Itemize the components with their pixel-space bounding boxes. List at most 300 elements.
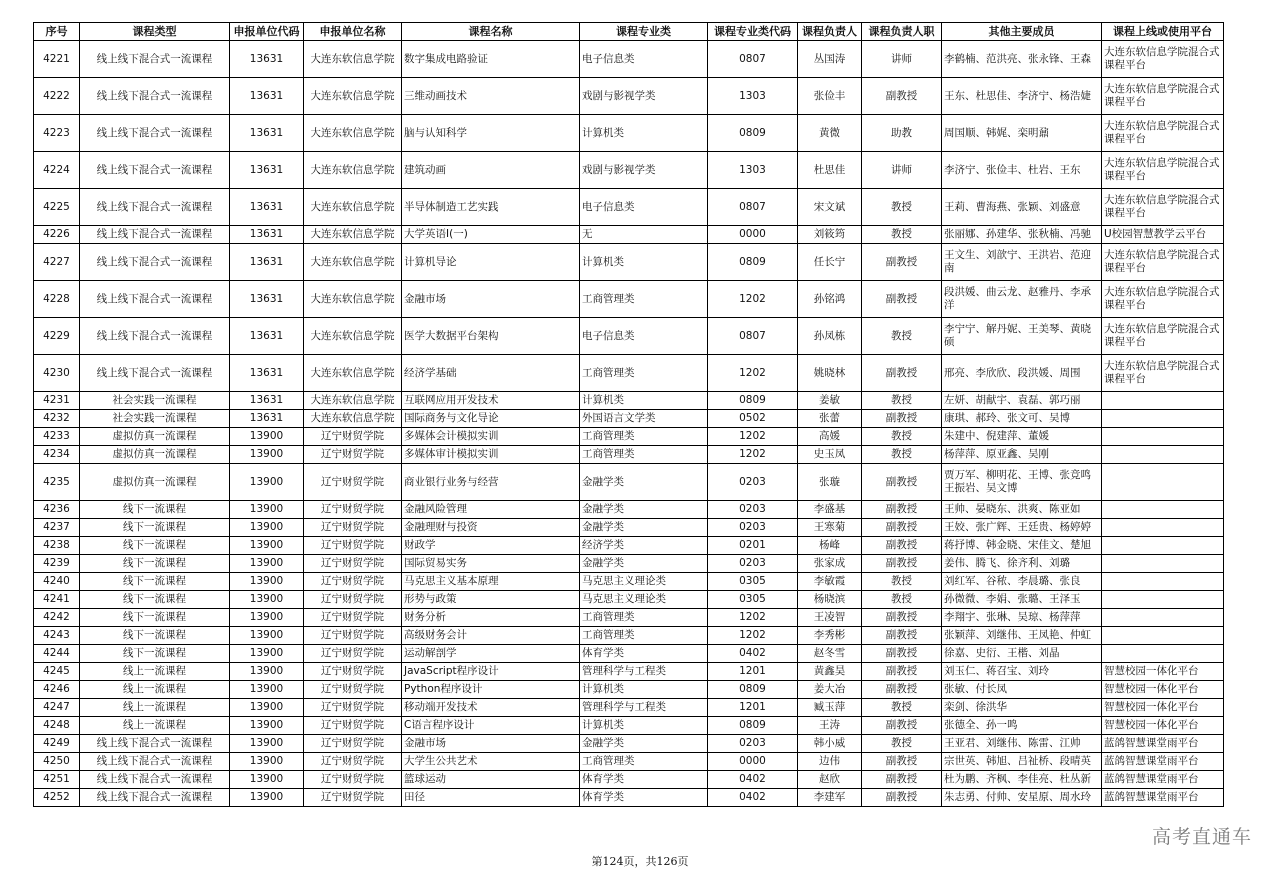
course-platform: 大连东软信息学院混合式课程平台 — [1102, 78, 1224, 115]
course-major: 金融学类 — [580, 735, 708, 753]
unit-name: 辽宁财贸学院 — [304, 591, 402, 609]
row-number: 4229 — [34, 318, 80, 355]
column-header: 课程专业类代码 — [708, 23, 798, 41]
table-row — [34, 609, 1224, 627]
course-leader: 赵冬雪 — [798, 645, 862, 663]
course-major: 戏剧与影视学类 — [580, 152, 708, 189]
course-leader: 张璇 — [798, 464, 862, 501]
table-row — [34, 226, 1224, 244]
course-leader: 赵欣 — [798, 771, 862, 789]
other-members: 徐嘉、史衍、王楷、刘晶 — [942, 645, 1102, 663]
course-major: 工商管理类 — [580, 355, 708, 392]
course-platform — [1102, 609, 1224, 627]
unit-name: 大连东软信息学院 — [304, 78, 402, 115]
course-leader: 王凌智 — [798, 609, 862, 627]
leader-title: 副教授 — [862, 501, 942, 519]
unit-name: 辽宁财贸学院 — [304, 428, 402, 446]
major-code: 0807 — [708, 41, 798, 78]
course-name: 高级财务会计 — [402, 627, 580, 645]
course-platform — [1102, 555, 1224, 573]
course-major: 工商管理类 — [580, 446, 708, 464]
major-code: 0000 — [708, 753, 798, 771]
course-name: 形势与政策 — [402, 591, 580, 609]
course-leader: 黄鑫昊 — [798, 663, 862, 681]
course-leader: 杜思佳 — [798, 152, 862, 189]
course-platform: 大连东软信息学院混合式课程平台 — [1102, 244, 1224, 281]
unit-code: 13631 — [230, 226, 304, 244]
course-leader: 张家成 — [798, 555, 862, 573]
unit-name: 辽宁财贸学院 — [304, 446, 402, 464]
other-members: 贾万军、柳明花、王博、张竞鸣王振岩、吴文博 — [942, 464, 1102, 501]
table-row — [34, 189, 1224, 226]
course-name: 多媒体审计模拟实训 — [402, 446, 580, 464]
table-row — [34, 789, 1224, 807]
course-type: 线上一流课程 — [80, 663, 230, 681]
course-leader: 姜大冶 — [798, 681, 862, 699]
unit-name: 辽宁财贸学院 — [304, 555, 402, 573]
row-number: 4240 — [34, 573, 80, 591]
course-major: 经济学类 — [580, 537, 708, 555]
table-row — [34, 771, 1224, 789]
row-number: 4235 — [34, 464, 80, 501]
course-name: 移动端开发技术 — [402, 699, 580, 717]
unit-code: 13900 — [230, 735, 304, 753]
unit-name: 辽宁财贸学院 — [304, 663, 402, 681]
column-header: 课程类型 — [80, 23, 230, 41]
course-name: 建筑动画 — [402, 152, 580, 189]
unit-name: 大连东软信息学院 — [304, 226, 402, 244]
other-members: 王帅、晏晓东、洪爽、陈亚如 — [942, 501, 1102, 519]
unit-code: 13631 — [230, 189, 304, 226]
leader-title: 副教授 — [862, 681, 942, 699]
course-type: 线下一流课程 — [80, 555, 230, 573]
course-name: 半导体制造工艺实践 — [402, 189, 580, 226]
other-members: 王东、杜思佳、李济宁、杨浩婕 — [942, 78, 1102, 115]
course-type: 线上线下混合式一流课程 — [80, 41, 230, 78]
leader-title: 副教授 — [862, 717, 942, 735]
major-code: 0402 — [708, 771, 798, 789]
course-major: 无 — [580, 226, 708, 244]
course-leader: 孙铭鸿 — [798, 281, 862, 318]
unit-code: 13900 — [230, 753, 304, 771]
leader-title: 副教授 — [862, 771, 942, 789]
course-type: 线上线下混合式一流课程 — [80, 152, 230, 189]
course-platform: 智慧校园一体化平台 — [1102, 717, 1224, 735]
course-type: 虚拟仿真一流课程 — [80, 464, 230, 501]
major-code: 1303 — [708, 152, 798, 189]
major-code: 1303 — [708, 78, 798, 115]
unit-code: 13900 — [230, 537, 304, 555]
major-code: 1201 — [708, 699, 798, 717]
unit-name: 大连东软信息学院 — [304, 115, 402, 152]
row-number: 4223 — [34, 115, 80, 152]
row-number: 4243 — [34, 627, 80, 645]
course-table — [33, 22, 1224, 807]
course-type: 线上线下混合式一流课程 — [80, 244, 230, 281]
course-platform: 蓝鸽智慧课堂雨平台 — [1102, 771, 1224, 789]
row-number: 4246 — [34, 681, 80, 699]
major-code: 1202 — [708, 281, 798, 318]
row-number: 4238 — [34, 537, 80, 555]
other-members: 康琪、郝玲、张文可、吴博 — [942, 410, 1102, 428]
course-major: 体育学类 — [580, 645, 708, 663]
course-platform — [1102, 537, 1224, 555]
course-leader: 李盛基 — [798, 501, 862, 519]
course-major: 戏剧与影视学类 — [580, 78, 708, 115]
leader-title: 教授 — [862, 591, 942, 609]
major-code: 0203 — [708, 464, 798, 501]
major-code: 1202 — [708, 446, 798, 464]
major-code: 1202 — [708, 428, 798, 446]
course-name: 金融理财与投资 — [402, 519, 580, 537]
unit-name: 辽宁财贸学院 — [304, 645, 402, 663]
leader-title: 副教授 — [862, 627, 942, 645]
course-name: 马克思主义基本原理 — [402, 573, 580, 591]
course-platform — [1102, 519, 1224, 537]
table-row — [34, 735, 1224, 753]
page-footer: 第124页，共126页 — [591, 855, 689, 868]
table-body — [34, 41, 1224, 807]
leader-title: 教授 — [862, 226, 942, 244]
course-platform — [1102, 446, 1224, 464]
course-platform: 大连东软信息学院混合式课程平台 — [1102, 115, 1224, 152]
course-leader: 黄微 — [798, 115, 862, 152]
course-leader: 张蕾 — [798, 410, 862, 428]
leader-title: 教授 — [862, 392, 942, 410]
course-major: 金融学类 — [580, 501, 708, 519]
leader-title: 副教授 — [862, 789, 942, 807]
course-major: 金融学类 — [580, 519, 708, 537]
major-code: 0000 — [708, 226, 798, 244]
major-code: 0809 — [708, 681, 798, 699]
major-code: 0203 — [708, 555, 798, 573]
course-major: 工商管理类 — [580, 281, 708, 318]
unit-code: 13900 — [230, 699, 304, 717]
course-platform: 大连东软信息学院混合式课程平台 — [1102, 281, 1224, 318]
course-major: 计算机类 — [580, 717, 708, 735]
course-platform — [1102, 573, 1224, 591]
course-leader: 杨晓滨 — [798, 591, 862, 609]
major-code: 0809 — [708, 717, 798, 735]
course-name: 金融风险管理 — [402, 501, 580, 519]
other-members: 孙微微、李娟、张璐、王泽玉 — [942, 591, 1102, 609]
leader-title: 教授 — [862, 573, 942, 591]
course-type: 线下一流课程 — [80, 609, 230, 627]
unit-code: 13900 — [230, 663, 304, 681]
other-members: 李鹤楠、范洪亮、张永锋、王森 — [942, 41, 1102, 78]
other-members: 周国顺、韩娓、栾明鼐 — [942, 115, 1102, 152]
course-platform: 蓝鸽智慧课堂雨平台 — [1102, 753, 1224, 771]
leader-title: 副教授 — [862, 663, 942, 681]
unit-code: 13900 — [230, 519, 304, 537]
table-row — [34, 428, 1224, 446]
unit-code: 13631 — [230, 78, 304, 115]
unit-name: 大连东软信息学院 — [304, 189, 402, 226]
unit-code: 13900 — [230, 428, 304, 446]
course-type: 线下一流课程 — [80, 591, 230, 609]
course-type: 线下一流课程 — [80, 627, 230, 645]
unit-name: 大连东软信息学院 — [304, 244, 402, 281]
row-number: 4252 — [34, 789, 80, 807]
row-number: 4226 — [34, 226, 80, 244]
major-code: 0807 — [708, 318, 798, 355]
leader-title: 助教 — [862, 115, 942, 152]
course-platform — [1102, 501, 1224, 519]
major-code: 0402 — [708, 645, 798, 663]
course-name: 数字集成电路验证 — [402, 41, 580, 78]
course-platform: 大连东软信息学院混合式课程平台 — [1102, 41, 1224, 78]
course-major: 马克思主义理论类 — [580, 591, 708, 609]
row-number: 4248 — [34, 717, 80, 735]
unit-code: 13631 — [230, 41, 304, 78]
course-major: 金融学类 — [580, 464, 708, 501]
table-row — [34, 41, 1224, 78]
course-major: 电子信息类 — [580, 41, 708, 78]
unit-code: 13631 — [230, 244, 304, 281]
table-row — [34, 645, 1224, 663]
unit-name: 辽宁财贸学院 — [304, 464, 402, 501]
leader-title: 副教授 — [862, 78, 942, 115]
major-code: 0203 — [708, 501, 798, 519]
leader-title: 教授 — [862, 189, 942, 226]
course-major: 工商管理类 — [580, 609, 708, 627]
table-row — [34, 410, 1224, 428]
unit-code: 13900 — [230, 555, 304, 573]
course-name: JavaScript程序设计 — [402, 663, 580, 681]
course-leader: 张俭丰 — [798, 78, 862, 115]
row-number: 4241 — [34, 591, 80, 609]
unit-code: 13631 — [230, 152, 304, 189]
column-header: 申报单位名称 — [304, 23, 402, 41]
course-major: 计算机类 — [580, 115, 708, 152]
course-type: 线上线下混合式一流课程 — [80, 735, 230, 753]
leader-title: 副教授 — [862, 281, 942, 318]
other-members: 左妍、胡献宇、袁磊、郭巧丽 — [942, 392, 1102, 410]
unit-code: 13900 — [230, 717, 304, 735]
course-leader: 边伟 — [798, 753, 862, 771]
other-members: 张德全、孙一鸣 — [942, 717, 1102, 735]
course-platform: 智慧校园一体化平台 — [1102, 663, 1224, 681]
unit-code: 13900 — [230, 609, 304, 627]
major-code: 0305 — [708, 591, 798, 609]
header-row — [34, 23, 1224, 41]
unit-code: 13631 — [230, 410, 304, 428]
course-major: 体育学类 — [580, 789, 708, 807]
course-platform — [1102, 464, 1224, 501]
other-members: 张丽娜、孙建华、张秋楠、冯驰 — [942, 226, 1102, 244]
course-type: 线下一流课程 — [80, 645, 230, 663]
other-members: 朱建中、倪建萍、董媛 — [942, 428, 1102, 446]
leader-title: 副教授 — [862, 244, 942, 281]
major-code: 0203 — [708, 735, 798, 753]
course-platform: 大连东软信息学院混合式课程平台 — [1102, 318, 1224, 355]
course-name: 国际贸易实务 — [402, 555, 580, 573]
course-type: 社会实践一流课程 — [80, 392, 230, 410]
major-code: 1202 — [708, 609, 798, 627]
course-type: 线上线下混合式一流课程 — [80, 281, 230, 318]
course-name: 脑与认知科学 — [402, 115, 580, 152]
leader-title: 副教授 — [862, 609, 942, 627]
unit-code: 13900 — [230, 771, 304, 789]
leader-title: 副教授 — [862, 464, 942, 501]
course-major: 外国语言文学类 — [580, 410, 708, 428]
course-name: 篮球运动 — [402, 771, 580, 789]
table-row — [34, 681, 1224, 699]
course-name: 计算机导论 — [402, 244, 580, 281]
row-number: 4224 — [34, 152, 80, 189]
course-platform: 大连东软信息学院混合式课程平台 — [1102, 355, 1224, 392]
course-major: 工商管理类 — [580, 627, 708, 645]
unit-name: 辽宁财贸学院 — [304, 735, 402, 753]
unit-name: 辽宁财贸学院 — [304, 717, 402, 735]
column-header: 序号 — [34, 23, 80, 41]
column-header: 课程负责人 — [798, 23, 862, 41]
course-major: 管理科学与工程类 — [580, 663, 708, 681]
course-leader: 王寒菊 — [798, 519, 862, 537]
course-name: 财务分析 — [402, 609, 580, 627]
table-row — [34, 519, 1224, 537]
table-row — [34, 318, 1224, 355]
course-type: 线上一流课程 — [80, 699, 230, 717]
other-members: 姜伟、腾飞、徐齐利、刘璐 — [942, 555, 1102, 573]
row-number: 4239 — [34, 555, 80, 573]
course-platform: 智慧校园一体化平台 — [1102, 681, 1224, 699]
unit-code: 13900 — [230, 681, 304, 699]
unit-name: 大连东软信息学院 — [304, 355, 402, 392]
course-type: 线上线下混合式一流课程 — [80, 189, 230, 226]
leader-title: 教授 — [862, 735, 942, 753]
table-row — [34, 392, 1224, 410]
leader-title: 副教授 — [862, 355, 942, 392]
row-number: 4231 — [34, 392, 80, 410]
column-header: 课程专业类 — [580, 23, 708, 41]
table-row — [34, 501, 1224, 519]
table-row — [34, 591, 1224, 609]
other-members: 张敏、付长凤 — [942, 681, 1102, 699]
unit-name: 大连东软信息学院 — [304, 318, 402, 355]
course-major: 管理科学与工程类 — [580, 699, 708, 717]
course-platform: 蓝鸽智慧课堂雨平台 — [1102, 735, 1224, 753]
unit-code: 13900 — [230, 446, 304, 464]
row-number: 4221 — [34, 41, 80, 78]
course-platform: 大连东软信息学院混合式课程平台 — [1102, 152, 1224, 189]
watermark: 高考直通车 — [1151, 826, 1252, 848]
unit-name: 大连东软信息学院 — [304, 281, 402, 318]
course-name: 财政学 — [402, 537, 580, 555]
course-major: 计算机类 — [580, 244, 708, 281]
major-code: 0502 — [708, 410, 798, 428]
leader-title: 副教授 — [862, 555, 942, 573]
course-major: 电子信息类 — [580, 318, 708, 355]
table-row — [34, 446, 1224, 464]
unit-code: 13900 — [230, 627, 304, 645]
course-leader: 姚晓林 — [798, 355, 862, 392]
course-type: 线上线下混合式一流课程 — [80, 226, 230, 244]
course-leader: 李秀彬 — [798, 627, 862, 645]
course-major: 计算机类 — [580, 392, 708, 410]
unit-name: 大连东软信息学院 — [304, 152, 402, 189]
unit-code: 13631 — [230, 281, 304, 318]
course-name: 经济学基础 — [402, 355, 580, 392]
course-platform: U校园智慧教学云平台 — [1102, 226, 1224, 244]
leader-title: 副教授 — [862, 410, 942, 428]
course-leader: 宋文斌 — [798, 189, 862, 226]
course-name: 田径 — [402, 789, 580, 807]
course-name: 医学大数据平台架构 — [402, 318, 580, 355]
course-leader: 任长宁 — [798, 244, 862, 281]
course-leader: 史玉凤 — [798, 446, 862, 464]
course-name: 运动解剖学 — [402, 645, 580, 663]
course-type: 线上线下混合式一流课程 — [80, 789, 230, 807]
course-leader: 李建军 — [798, 789, 862, 807]
unit-name: 辽宁财贸学院 — [304, 537, 402, 555]
course-leader: 高媛 — [798, 428, 862, 446]
unit-name: 辽宁财贸学院 — [304, 699, 402, 717]
course-platform — [1102, 591, 1224, 609]
row-number: 4245 — [34, 663, 80, 681]
column-header: 课程负责人职 — [862, 23, 942, 41]
other-members: 李宁宁、解丹妮、王美琴、黄晓硕 — [942, 318, 1102, 355]
course-major: 体育学类 — [580, 771, 708, 789]
other-members: 王莉、曹海燕、张颖、刘盛意 — [942, 189, 1102, 226]
unit-code: 13631 — [230, 318, 304, 355]
course-type: 线上线下混合式一流课程 — [80, 318, 230, 355]
other-members: 刘玉仁、蒋召宝、刘玲 — [942, 663, 1102, 681]
course-name: 金融市场 — [402, 735, 580, 753]
unit-code: 13900 — [230, 591, 304, 609]
other-members: 王文生、刘歆宁、王洪岩、范迎南 — [942, 244, 1102, 281]
course-name: 互联网应用开发技术 — [402, 392, 580, 410]
course-type: 线下一流课程 — [80, 573, 230, 591]
major-code: 1202 — [708, 355, 798, 392]
unit-name: 辽宁财贸学院 — [304, 771, 402, 789]
unit-name: 大连东软信息学院 — [304, 410, 402, 428]
leader-title: 副教授 — [862, 519, 942, 537]
leader-title: 教授 — [862, 446, 942, 464]
leader-title: 教授 — [862, 428, 942, 446]
row-number: 4236 — [34, 501, 80, 519]
column-header: 课程名称 — [402, 23, 580, 41]
row-number: 4250 — [34, 753, 80, 771]
other-members: 张颖萍、刘继伟、王凤艳、仲虹 — [942, 627, 1102, 645]
course-name: 大学生公共艺术 — [402, 753, 580, 771]
course-platform — [1102, 627, 1224, 645]
leader-title: 副教授 — [862, 537, 942, 555]
row-number: 4232 — [34, 410, 80, 428]
course-platform — [1102, 410, 1224, 428]
unit-name: 大连东软信息学院 — [304, 41, 402, 78]
unit-name: 辽宁财贸学院 — [304, 753, 402, 771]
unit-code: 13631 — [230, 392, 304, 410]
course-major: 金融学类 — [580, 555, 708, 573]
unit-code: 13631 — [230, 355, 304, 392]
course-leader: 韩小威 — [798, 735, 862, 753]
other-members: 李济宁、张俭丰、杜岩、王东 — [942, 152, 1102, 189]
unit-name: 辽宁财贸学院 — [304, 519, 402, 537]
course-major: 工商管理类 — [580, 428, 708, 446]
other-members: 蒋抒博、韩金晓、宋佳文、楚旭 — [942, 537, 1102, 555]
course-leader: 杨峰 — [798, 537, 862, 555]
row-number: 4242 — [34, 609, 80, 627]
row-number: 4244 — [34, 645, 80, 663]
other-members: 杨萍萍、原亚鑫、吴刚 — [942, 446, 1102, 464]
course-type: 线上一流课程 — [80, 681, 230, 699]
course-leader: 刘筱筠 — [798, 226, 862, 244]
table-row — [34, 753, 1224, 771]
unit-name: 辽宁财贸学院 — [304, 501, 402, 519]
row-number: 4247 — [34, 699, 80, 717]
table-row — [34, 464, 1224, 501]
